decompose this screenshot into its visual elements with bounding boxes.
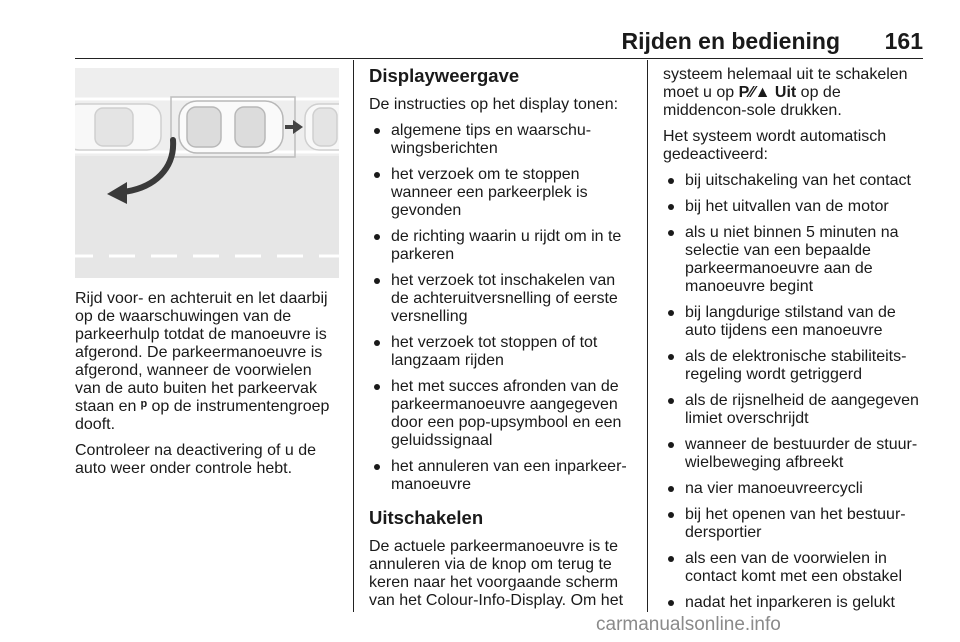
page-header xyxy=(0,0,960,60)
parking-illustration xyxy=(75,68,339,278)
list-item: het met succes afronden van de parkeermanoeuvre aangegeven door een pop-upsymbool en een geluidssignaal xyxy=(369,378,635,450)
column-left xyxy=(75,290,341,486)
display-intro: De instructies op het display tonen: xyxy=(369,96,619,113)
bullet-icon xyxy=(668,398,674,404)
list-item: algemene tips en waarschu-wingsberichten xyxy=(369,122,635,158)
parking-indicator-icon: ᵖ xyxy=(140,398,148,415)
column-middle xyxy=(369,66,635,618)
paragraph-cancel: De actuele parkeermanoeuvre is te annuleren via de knop om terug te keren naar het voorgaande scherm van het Colour-Info-Display. Om het xyxy=(369,538,624,609)
heading-uitschakelen: Uitschakelen xyxy=(369,507,484,528)
bullet-icon xyxy=(668,486,674,492)
list-item: bij langdurige stilstand van de auto tijdens een manoeuvre xyxy=(663,304,925,340)
bullet-icon xyxy=(374,384,380,390)
bullet-icon xyxy=(668,556,674,562)
bullet-icon xyxy=(668,354,674,360)
list-item: het verzoek om te stoppen wanneer een parkeerplek is gevonden xyxy=(369,166,635,220)
park-assist-off-button-label: P⁄⁄▲ Uit xyxy=(738,84,797,101)
list-item: bij het uitvallen van de motor xyxy=(663,198,925,216)
list-item: als de rijsnelheid de aangegeven limiet overschrijdt xyxy=(663,392,925,428)
list-item: bij uitschakeling van het contact xyxy=(663,172,925,190)
list-item: nadat het inparkeren is gelukt xyxy=(663,594,925,612)
list-item: na vier manoeuvreercycli xyxy=(663,480,925,498)
paragraph-check: Controleer na deactivering of u de auto weer onder controle hebt. xyxy=(75,442,317,477)
watermark: carmanualsonline.info xyxy=(596,614,781,635)
own-car xyxy=(179,101,283,153)
parked-car-left xyxy=(75,104,161,150)
list-item: het annuleren van een inparkeer-manoeuvre xyxy=(369,458,635,494)
heading-displayweergave: Displayweergave xyxy=(369,65,520,86)
list-item: als u niet binnen 5 minuten na selectie van een bepaalde parkeermanoeuvre aan de manoeuvre begint xyxy=(663,224,925,296)
bullet-icon xyxy=(374,464,380,470)
bullet-icon xyxy=(668,600,674,606)
bullet-icon xyxy=(668,310,674,316)
bullet-icon xyxy=(668,230,674,236)
page-number: 161 xyxy=(884,28,923,54)
bullet-icon xyxy=(668,178,674,184)
parked-car-right xyxy=(305,104,339,150)
bullet-icon xyxy=(668,442,674,448)
display-instructions-list xyxy=(369,122,635,494)
list-item: wanneer de bestuurder de stuur-wielbeweging afbreekt xyxy=(663,436,925,472)
list-item: het verzoek tot inschakelen van de achteruitversnelling of eerste versnelling xyxy=(369,272,635,326)
header-rule xyxy=(75,58,923,59)
deactivation-list xyxy=(663,172,925,612)
list-item: als de elektronische stabiliteits-regeling wordt getriggerd xyxy=(663,348,925,384)
column-divider xyxy=(353,60,354,612)
column-right xyxy=(663,66,925,620)
list-item: het verzoek tot stoppen of tot langzaam rijden xyxy=(369,334,635,370)
bullet-icon xyxy=(668,512,674,518)
list-item: de richting waarin u rijdt om in te parkeren xyxy=(369,228,635,264)
bullet-icon xyxy=(374,172,380,178)
list-item: bij het openen van het bestuur-dersportier xyxy=(663,506,925,542)
list-item: als een van de voorwielen in contact komt met een obstakel xyxy=(663,550,925,586)
section-title: Rijden en bediening xyxy=(621,28,840,54)
bullet-icon xyxy=(374,278,380,284)
paragraph-switch-off: systeem helemaal uit te schakelen moet u op P⁄⁄▲ Uit op de middencon-sole drukken. xyxy=(663,66,908,119)
paragraph-finish: Rijd voor- en achteruit en let daarbij op de waarschuwingen van de parkeerhulp totdat de manoeuvre is afgerond. De parkeermanoeuvre is afgerond, wanneer de voorwielen van de auto buiten het parkeervak staan en ᵖ op de instrumentengroep dooft. xyxy=(75,290,330,433)
bullet-icon xyxy=(374,128,380,134)
bullet-icon xyxy=(374,340,380,346)
bullet-icon xyxy=(374,234,380,240)
deactivation-intro: Het systeem wordt automatisch gedeactiveerd: xyxy=(663,128,887,163)
bullet-icon xyxy=(668,204,674,210)
column-divider xyxy=(647,60,648,612)
